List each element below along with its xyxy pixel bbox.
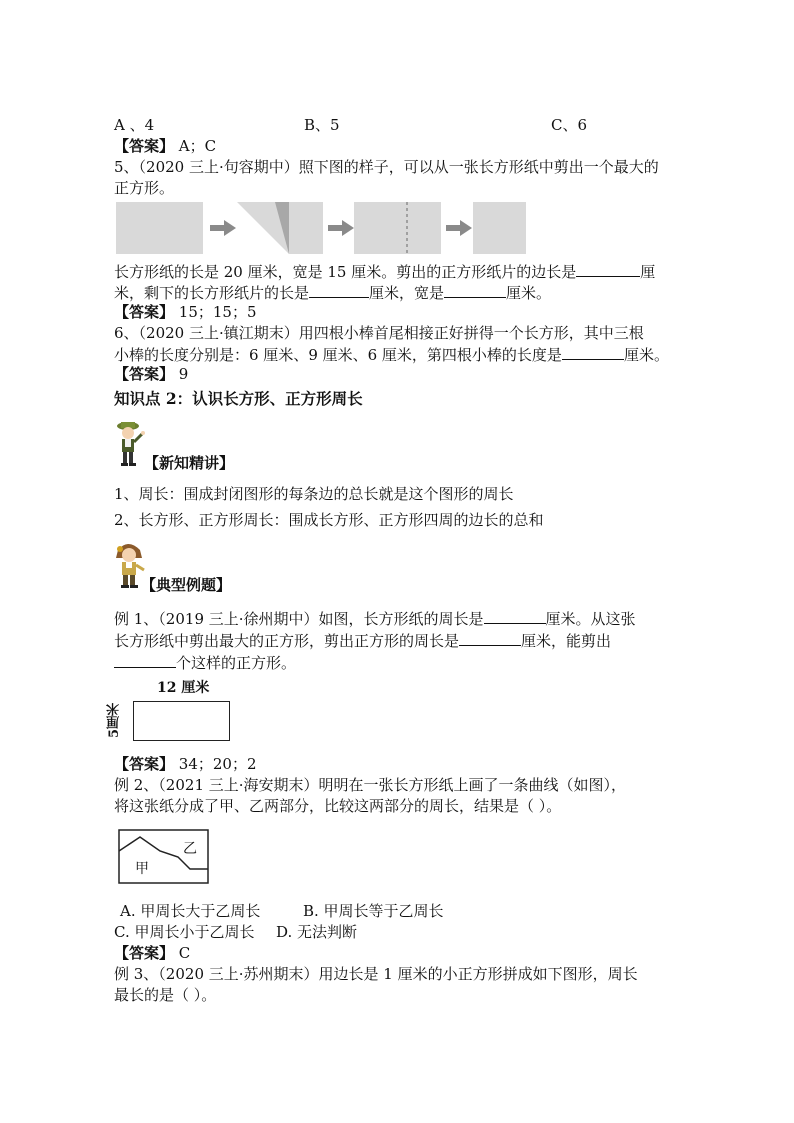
knowledge-item-2: 2、长方形、正方形周长：围成长方形、正方形四周的边长的总和: [114, 511, 544, 529]
ex2-option-d: D. 无法判断: [276, 923, 358, 941]
ex2-option-c: C. 甲周长小于乙周长: [114, 923, 255, 941]
answer-blank: [562, 344, 624, 360]
ex1-answer: [114, 754, 257, 774]
arrow-icon: [210, 220, 236, 236]
rectangle-outline: [133, 701, 230, 741]
q5-text1a: 长方形纸的长是 20 厘米，宽是 15 厘米。剪出的正方形纸片的边长是: [114, 263, 577, 281]
knowledge-item-1: 1、周长：围成封闭图形的每条边的总长就是这个图形的周长: [114, 485, 514, 503]
full-rectangle: [116, 202, 203, 254]
ex1-line2b: 厘米，能剪出: [521, 632, 612, 650]
answer-value: C: [178, 944, 191, 962]
section-title: 知识点 2：认识长方形、正方形周长: [114, 389, 363, 408]
marked-rectangle: [354, 202, 441, 254]
answer-label: 【答案】: [114, 755, 175, 773]
dashed-cut-line: [406, 202, 408, 254]
ex1-line3: [114, 652, 296, 673]
arrow-icon: [328, 220, 354, 236]
answer-label: 【答案】: [114, 365, 175, 383]
ex3-line1: 例 3、（2020 三上·苏州期末）用边长是 1 厘米的小正方形拼成如下图形，周长: [114, 965, 638, 983]
ex2-line1: 例 2、（2021 三上·海安期末）明明在一张长方形纸上画了一条曲线（如图），: [114, 776, 627, 794]
q6-line2: [114, 344, 669, 365]
result-square: [473, 202, 526, 254]
q4-option-c: C、6: [551, 116, 588, 134]
arrow-icon: [446, 220, 472, 236]
answer-blank: [576, 261, 640, 277]
q5-text-line1: [114, 261, 655, 282]
q5-line2: 正方形。: [114, 179, 175, 197]
answer-value: 15；15；5: [178, 303, 257, 321]
answer-blank: [459, 630, 521, 646]
q4-option-a: A 、4: [114, 116, 155, 134]
ex2-option-a: A. 甲周长大于乙周长: [120, 902, 261, 920]
q5-text-line2: [114, 282, 551, 303]
q5-answer: [114, 302, 257, 322]
answer-blank: [309, 282, 369, 298]
examples-heading: 【典型例题】: [141, 576, 232, 594]
ex1-line1a: 例 1、（2019 三上·徐州期中）如图，长方形纸的周长是: [114, 610, 484, 628]
q6-line2b: 厘米。: [623, 346, 669, 364]
ex1-line1b: 厘米。从这张: [545, 610, 636, 628]
answer-value: 9: [178, 365, 189, 383]
q5-text1b: 厘: [640, 263, 656, 281]
ex2-answer: [114, 943, 190, 963]
q5-text2b: 厘米，宽是: [369, 284, 445, 302]
answer-value: 34；20；2: [178, 755, 257, 773]
top-length-label: 12 厘米: [157, 680, 210, 696]
ex3-line2: 最长的是（ ）。: [114, 986, 217, 1004]
answer-label: 【答案】: [114, 944, 175, 962]
ex1-line2a: 长方形纸中剪出最大的正方形，剪出正方形的周长是: [114, 632, 460, 650]
region-jia-label: 甲: [135, 861, 149, 877]
ex1-line3-text: 个这样的正方形。: [176, 654, 297, 672]
q6-answer: [114, 364, 188, 384]
q5-text2a: 米，剩下的长方形纸片的长是: [114, 284, 310, 302]
q6-line2a: 小棒的长度分别是：6 厘米、9 厘米、6 厘米，第四根小棒的长度是: [114, 346, 562, 364]
teacher-cartoon-icon: [112, 420, 148, 468]
answer-blank: [444, 282, 506, 298]
ex2-split-rectangle-figure: [118, 829, 210, 885]
folded-rectangle: [237, 202, 323, 256]
ex1-line2: [114, 630, 611, 651]
new-knowledge-heading: 【新知精讲】: [144, 454, 235, 472]
answer-blank: [484, 608, 546, 624]
ex2-line2: 将这张纸分成了甲、乙两部分，比较这两部分的周长，结果是（ ）。: [114, 797, 562, 815]
q6-line1: 6、（2020 三上·镇江期末）用四根小棒首尾相接正好拼得一个长方形，其中三根: [114, 324, 644, 342]
answer-blank: [114, 652, 176, 668]
q5-line1: 5、（2020 三上·句容期中）照下图的样子，可以从一张长方形纸中剪出一个最大的: [114, 158, 659, 176]
answer-value: A；C: [178, 137, 217, 155]
answer-label: 【答案】: [114, 137, 175, 155]
ex1-line1: [114, 608, 636, 629]
q5-text2c: 厘米。: [506, 284, 552, 302]
q4-answer: [114, 136, 216, 156]
ex2-option-b: B. 甲周长等于乙周长: [303, 902, 444, 920]
region-yi-label: 乙: [183, 841, 197, 857]
answer-label: 【答案】: [114, 303, 175, 321]
q4-option-b: B、5: [304, 116, 340, 134]
side-width-label: 5厘米: [107, 702, 122, 738]
